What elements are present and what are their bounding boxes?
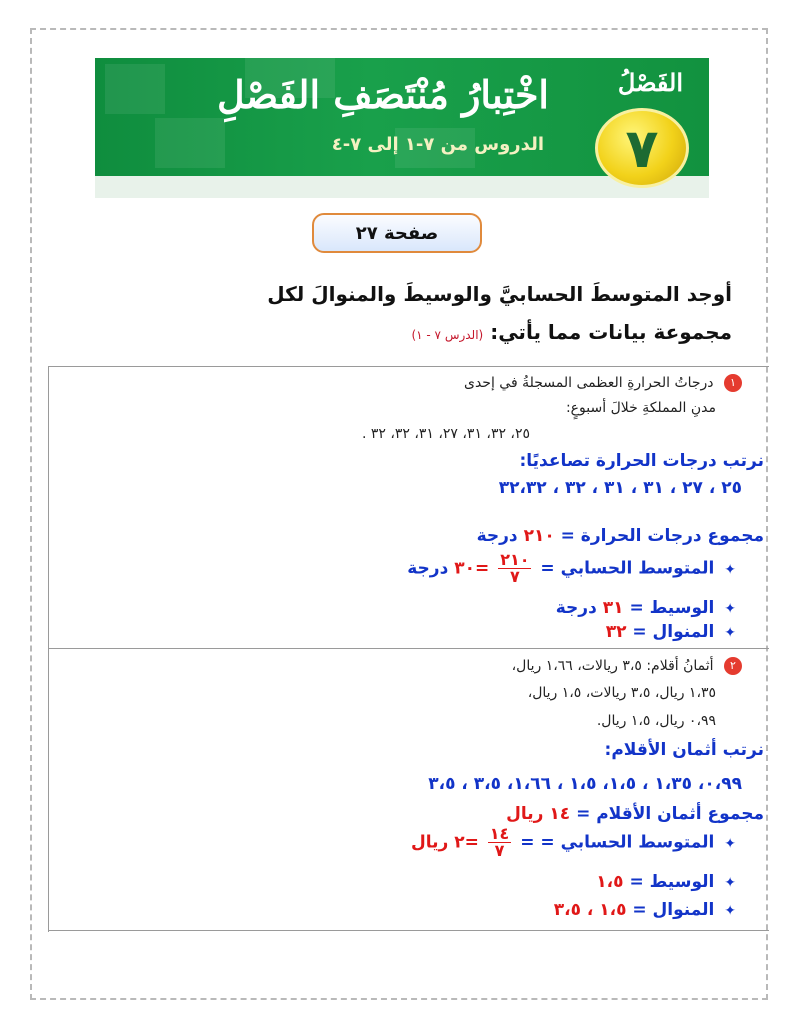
q1-mean-result: =٣٠ [454, 558, 490, 579]
q1-mode-value: ٣٢ [605, 622, 627, 642]
q1-sum-value: ٢١٠ [523, 526, 555, 546]
instruction-text: مجموعة بيانات مما يأتي: [490, 320, 732, 344]
q2-number-badge: ٢ [724, 657, 742, 675]
q2-mean-numerator: ١٤ [489, 824, 510, 843]
q2-sorted-values: ٠،٩٩، ١،٣٥ ، ١،٥، ١،٥ ، ١،٦٦، ٣،٥ ، ٣،٥ [428, 774, 742, 794]
q1-values: ٢٥، ٣٢، ٣١، ٢٧، ٣١، ٣٢، ٣٢ . [361, 426, 530, 442]
q1-mode [606, 622, 736, 642]
q1-mean-numerator: ٢١٠ [500, 550, 530, 569]
q2-text-line-1 [512, 657, 742, 675]
q1-median-label: الوسيط = [629, 598, 715, 618]
q2-mode [554, 900, 736, 920]
q1-sum [477, 526, 764, 546]
q1-median-value: ٣١ [602, 598, 624, 618]
box-divider-rule [48, 648, 769, 649]
diamond-bullet-icon: ✦ [724, 561, 736, 578]
q2-text-line-2: ١،٣٥ ريال، ٣،٥ ريالات، ١،٥ ريال، [527, 685, 716, 701]
q1-number-badge: ١ [724, 374, 742, 392]
page-label: صفحة ٢٧ [312, 213, 482, 253]
q2-mean-result: =٢ [454, 832, 479, 853]
q1-text-line-1 [464, 374, 742, 392]
box-bottom-rule [48, 930, 769, 931]
q2-sum-value: ١٤ [549, 804, 571, 824]
q2-mean-equals: = [520, 832, 535, 853]
q2-median [596, 872, 736, 892]
box-left-rule [48, 366, 49, 932]
q1-prompt-1: درجاتُ الحرارةِ العظمى المسجلةُ في إحدى [464, 375, 714, 391]
box-top-rule [48, 366, 769, 367]
q1-mean-denominator: ٧ [509, 567, 520, 586]
chapter-number-badge: ٧ [595, 108, 689, 188]
q1-median-unit: درجة [555, 598, 597, 618]
diamond-bullet-icon: ✦ [724, 601, 736, 617]
q2-sum-unit: ريال [506, 804, 544, 824]
q2-mode-label: المنوال = [632, 900, 715, 920]
q1-mean-unit: درجة [407, 558, 449, 579]
q1-mode-label: المنوال = [632, 622, 715, 642]
q2-text-line-3: ٠،٩٩ ريال، ١،٥ ريال. [596, 713, 716, 729]
chapter-banner [95, 58, 709, 198]
q1-median [556, 598, 736, 618]
q1-sum-unit: درجة [476, 526, 518, 546]
instruction-line-1: أوجد المتوسطَ الحسابيَّ والوسيطَ والمنوالَ لكل [267, 282, 732, 306]
chapter-word: الفَصْلُ [617, 68, 683, 97]
diamond-bullet-icon: ✦ [724, 875, 736, 891]
diamond-bullet-icon: ✦ [724, 625, 736, 641]
diamond-bullet-icon: ✦ [724, 835, 736, 852]
q2-median-label: الوسيط = [629, 872, 715, 892]
q2-sum [506, 804, 764, 824]
q2-prompt-1: أثمانُ أقلام: ٣،٥ ريالات، ١،٦٦ ريال، [511, 658, 714, 674]
q1-sum-label: مجموع درجات الحرارة = [560, 526, 764, 546]
lesson-reference: (الدرس ٧ - ١) [411, 328, 484, 342]
q1-text-line-2: مدنِ المملكةِ خلالَ أسبوعٍ: [565, 400, 716, 416]
q2-sort-heading: نرتب أثمان الأقلام: [604, 740, 764, 760]
diamond-bullet-icon: ✦ [724, 903, 736, 919]
q1-mean [407, 552, 736, 585]
q2-mode-value: ١،٥ ، ٣،٥ [553, 900, 627, 920]
q1-mean-label: المتوسط الحسابي = [540, 558, 715, 579]
instruction-line-2 [411, 320, 732, 344]
q1-sorted-values: ٢٥ ، ٢٧ ، ٣١ ، ٣١ ، ٣٢ ، ٣٢،٣٢ [498, 478, 742, 498]
q2-mean-unit: ريال [410, 832, 449, 853]
q2-mean [411, 826, 736, 859]
q1-mean-fraction [498, 552, 531, 585]
q2-sum-label: مجموع أثمان الأقلام = [576, 804, 764, 824]
chapter-title: اخْتِبارُ مُنْتَصَفِ الفَصْلِ [216, 72, 549, 117]
q2-mean-label: المتوسط الحسابي = [540, 832, 715, 853]
q1-sort-heading: نرتب درجات الحرارة تصاعديًا: [519, 451, 764, 471]
chapter-subtitle: الدروس من ٧-١ إلى ٧-٤ [331, 134, 544, 155]
q2-median-value: ١،٥ [596, 872, 624, 892]
q2-mean-fraction [488, 826, 512, 859]
q2-mean-denominator: ٧ [494, 841, 505, 860]
